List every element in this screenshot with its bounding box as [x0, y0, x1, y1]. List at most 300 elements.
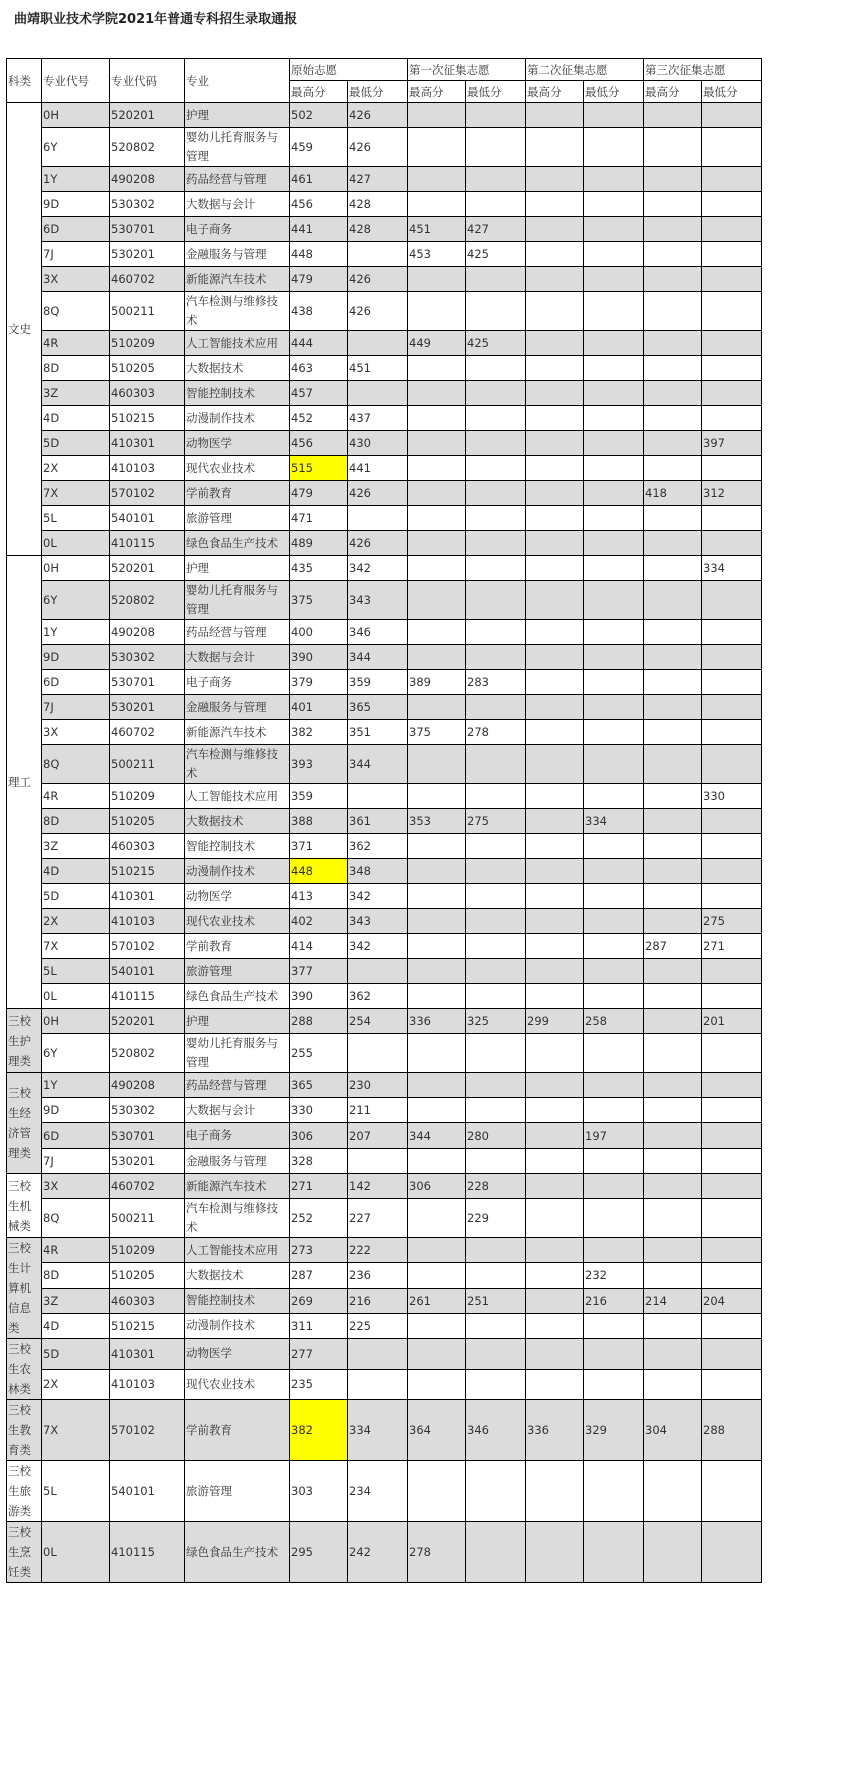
major-code-cell: 530302	[110, 192, 185, 217]
table-row	[7, 331, 762, 356]
major-name-cell: 新能源汽车技术	[185, 267, 290, 292]
header-low: 最低分	[702, 81, 762, 103]
table-row	[7, 242, 762, 267]
major-no-cell: 4D	[42, 859, 110, 884]
round1-high-cell	[408, 1313, 466, 1338]
original-high-cell: 459	[290, 128, 348, 167]
major-code-cell: 520201	[110, 1009, 185, 1034]
round1-low-cell: 280	[466, 1123, 526, 1149]
round2-low-cell	[584, 103, 644, 128]
round1-low-cell: 278	[466, 720, 526, 745]
major-no-cell: 3Z	[42, 834, 110, 859]
header-major: 专业	[185, 59, 290, 103]
major-name-cell: 绿色食品生产技术	[185, 531, 290, 556]
round1-high-cell	[408, 745, 466, 784]
round3-low-cell	[702, 1073, 762, 1098]
major-name-cell: 动物医学	[185, 1339, 290, 1370]
original-low-cell: 428	[348, 192, 408, 217]
round3-high-cell	[644, 292, 702, 331]
round2-high-cell	[526, 217, 584, 242]
round2-high-cell	[526, 695, 584, 720]
major-name-cell: 现代农业技术	[185, 909, 290, 934]
round3-low-cell: 334	[702, 556, 762, 581]
major-no-cell: 8D	[42, 809, 110, 834]
round3-high-cell	[644, 1034, 702, 1073]
table-row	[7, 1461, 762, 1522]
category-cell: 三校生旅游类	[7, 1461, 42, 1522]
round3-low-cell	[702, 1339, 762, 1370]
major-code-cell: 530701	[110, 217, 185, 242]
round3-high-cell	[644, 356, 702, 381]
round1-low-cell	[466, 267, 526, 292]
original-high-cell: 288	[290, 1009, 348, 1034]
round2-low-cell	[584, 745, 644, 784]
round1-high-cell	[408, 292, 466, 331]
major-no-cell: 6Y	[42, 128, 110, 167]
round1-low-cell	[466, 1034, 526, 1073]
round1-high-cell	[408, 506, 466, 531]
round3-high-cell	[644, 1098, 702, 1123]
table-row	[7, 695, 762, 720]
round3-high-cell	[644, 859, 702, 884]
round1-low-cell: 229	[466, 1199, 526, 1238]
major-code-cell: 520802	[110, 581, 185, 620]
original-low-cell	[348, 784, 408, 809]
round2-low-cell: 232	[584, 1263, 644, 1288]
table-row	[7, 556, 762, 581]
round3-low-cell: 397	[702, 431, 762, 456]
round2-low-cell	[584, 1238, 644, 1263]
round3-high-cell	[644, 128, 702, 167]
round1-high-cell	[408, 406, 466, 431]
major-name-cell: 婴幼儿托育服务与管理	[185, 128, 290, 167]
round1-low-cell	[466, 103, 526, 128]
major-name-cell: 动漫制作技术	[185, 859, 290, 884]
round1-low-cell	[466, 1339, 526, 1370]
major-no-cell: 8Q	[42, 292, 110, 331]
round2-low-cell	[584, 1149, 644, 1174]
major-no-cell: 5L	[42, 506, 110, 531]
table-row	[7, 217, 762, 242]
round2-low-cell	[584, 1073, 644, 1098]
round3-high-cell	[644, 331, 702, 356]
round1-low-cell	[466, 884, 526, 909]
round3-high-cell	[644, 217, 702, 242]
round1-high-cell: 278	[408, 1522, 466, 1583]
round2-low-cell	[584, 1098, 644, 1123]
round2-high-cell	[526, 1461, 584, 1522]
major-name-cell: 新能源汽车技术	[185, 720, 290, 745]
original-low-cell: 426	[348, 103, 408, 128]
round1-low-cell: 283	[466, 670, 526, 695]
major-code-cell: 530701	[110, 670, 185, 695]
round1-high-cell	[408, 267, 466, 292]
table-row	[7, 745, 762, 784]
page-title: 曲靖职业技术学院2021年普通专科招生录取通报	[14, 12, 298, 27]
round3-high-cell	[644, 581, 702, 620]
major-code-cell: 460702	[110, 1174, 185, 1199]
round2-high-cell	[526, 292, 584, 331]
header-round-1: 第一次征集志愿	[408, 59, 526, 81]
original-high-cell: 438	[290, 292, 348, 331]
round2-low-cell	[584, 531, 644, 556]
round2-high-cell	[526, 506, 584, 531]
round3-low-cell	[702, 1369, 762, 1400]
round2-high-cell	[526, 959, 584, 984]
round2-high-cell	[526, 192, 584, 217]
original-low-cell: 426	[348, 128, 408, 167]
major-no-cell: 9D	[42, 192, 110, 217]
round2-low-cell	[584, 1522, 644, 1583]
round3-high-cell	[644, 645, 702, 670]
major-code-cell: 460702	[110, 720, 185, 745]
round1-low-cell	[466, 745, 526, 784]
major-name-cell: 大数据技术	[185, 809, 290, 834]
major-code-cell: 460702	[110, 267, 185, 292]
round1-low-cell	[466, 1313, 526, 1338]
major-name-cell: 绿色食品生产技术	[185, 984, 290, 1009]
round3-low-cell	[702, 242, 762, 267]
round1-low-cell	[466, 192, 526, 217]
round2-high-cell	[526, 267, 584, 292]
major-code-cell: 530201	[110, 695, 185, 720]
table-row	[7, 834, 762, 859]
table-row	[7, 859, 762, 884]
major-name-cell: 护理	[185, 556, 290, 581]
round3-high-cell	[644, 909, 702, 934]
original-low-cell: 362	[348, 984, 408, 1009]
major-name-cell: 婴幼儿托育服务与管理	[185, 1034, 290, 1073]
round3-low-cell	[702, 670, 762, 695]
round3-low-cell	[702, 1098, 762, 1123]
major-name-cell: 大数据与会计	[185, 1098, 290, 1123]
round1-low-cell	[466, 406, 526, 431]
round1-high-cell	[408, 884, 466, 909]
round3-high-cell: 418	[644, 481, 702, 506]
original-high-cell: 471	[290, 506, 348, 531]
round3-low-cell	[702, 984, 762, 1009]
major-code-cell: 410115	[110, 1522, 185, 1583]
round1-high-cell	[408, 356, 466, 381]
round3-low-cell	[702, 1461, 762, 1522]
major-name-cell: 学前教育	[185, 1400, 290, 1461]
round3-high-cell	[644, 1009, 702, 1034]
major-code-cell: 520802	[110, 1034, 185, 1073]
round1-low-cell	[466, 128, 526, 167]
original-low-cell: 342	[348, 884, 408, 909]
round3-high-cell	[644, 1238, 702, 1263]
table-row	[7, 1009, 762, 1034]
round3-high-cell	[644, 431, 702, 456]
original-high-cell: 371	[290, 834, 348, 859]
original-low-cell	[348, 331, 408, 356]
round1-high-cell	[408, 431, 466, 456]
round3-low-cell	[702, 1123, 762, 1149]
major-no-cell: 6Y	[42, 1034, 110, 1073]
round1-low-cell	[466, 1238, 526, 1263]
round1-high-cell	[408, 481, 466, 506]
major-name-cell: 智能控制技术	[185, 1288, 290, 1313]
round3-high-cell	[644, 381, 702, 406]
category-cell: 文史	[7, 103, 42, 556]
round2-high-cell	[526, 834, 584, 859]
original-low-cell: 225	[348, 1313, 408, 1338]
original-high-cell: 479	[290, 267, 348, 292]
round1-high-cell: 344	[408, 1123, 466, 1149]
table-row	[7, 103, 762, 128]
round3-high-cell	[644, 1313, 702, 1338]
round3-high-cell	[644, 506, 702, 531]
major-name-cell: 人工智能技术应用	[185, 331, 290, 356]
major-no-cell: 9D	[42, 645, 110, 670]
round1-low-cell	[466, 1149, 526, 1174]
round1-high-cell	[408, 620, 466, 645]
round1-low-cell: 427	[466, 217, 526, 242]
major-no-cell: 0H	[42, 103, 110, 128]
major-no-cell: 7J	[42, 242, 110, 267]
original-low-cell	[348, 242, 408, 267]
major-code-cell: 410103	[110, 909, 185, 934]
round1-low-cell	[466, 859, 526, 884]
round3-high-cell	[644, 1149, 702, 1174]
round3-high-cell	[644, 720, 702, 745]
major-code-cell: 460303	[110, 381, 185, 406]
major-code-cell: 510215	[110, 1313, 185, 1338]
major-no-cell: 7X	[42, 481, 110, 506]
round2-high-cell	[526, 1199, 584, 1238]
major-no-cell: 5L	[42, 1461, 110, 1522]
original-high-cell: 311	[290, 1313, 348, 1338]
round1-low-cell	[466, 1369, 526, 1400]
original-high-cell: 359	[290, 784, 348, 809]
header-major-code: 专业代码	[110, 59, 185, 103]
original-high-cell: 502	[290, 103, 348, 128]
round1-high-cell	[408, 859, 466, 884]
original-high-cell: 255	[290, 1034, 348, 1073]
round3-low-cell	[702, 1174, 762, 1199]
round1-low-cell	[466, 1461, 526, 1522]
round2-high-cell	[526, 1522, 584, 1583]
original-high-cell: 463	[290, 356, 348, 381]
major-no-cell: 6Y	[42, 581, 110, 620]
round1-high-cell	[408, 1339, 466, 1370]
major-name-cell: 大数据技术	[185, 1263, 290, 1288]
original-low-cell: 359	[348, 670, 408, 695]
original-high-cell: 382	[290, 720, 348, 745]
round3-high-cell	[644, 1339, 702, 1370]
major-no-cell: 4D	[42, 1313, 110, 1338]
round2-high-cell	[526, 884, 584, 909]
table-row	[7, 1174, 762, 1199]
original-low-cell: 344	[348, 645, 408, 670]
major-name-cell: 旅游管理	[185, 506, 290, 531]
header-round-original: 原始志愿	[290, 59, 408, 81]
round1-high-cell	[408, 959, 466, 984]
round1-low-cell: 346	[466, 1400, 526, 1461]
major-name-cell: 金融服务与管理	[185, 1149, 290, 1174]
major-no-cell: 1Y	[42, 1073, 110, 1098]
round2-low-cell	[584, 217, 644, 242]
table-row	[7, 481, 762, 506]
major-no-cell: 6D	[42, 217, 110, 242]
round2-high-cell	[526, 356, 584, 381]
major-code-cell: 500211	[110, 745, 185, 784]
round2-high-cell	[526, 909, 584, 934]
major-no-cell: 5D	[42, 884, 110, 909]
round1-low-cell	[466, 909, 526, 934]
round3-high-cell	[644, 1199, 702, 1238]
table-row	[7, 620, 762, 645]
original-high-cell: 448	[290, 242, 348, 267]
header-high: 最高分	[408, 81, 466, 103]
round3-low-cell	[702, 217, 762, 242]
round1-high-cell	[408, 1149, 466, 1174]
round3-low-cell	[702, 859, 762, 884]
round1-high-cell	[408, 984, 466, 1009]
header-low: 最低分	[584, 81, 644, 103]
original-low-cell: 426	[348, 267, 408, 292]
category-cell: 三校生护理类	[7, 1009, 42, 1073]
original-high-cell: 390	[290, 984, 348, 1009]
original-low-cell: 344	[348, 745, 408, 784]
round1-high-cell	[408, 1199, 466, 1238]
round2-low-cell	[584, 1199, 644, 1238]
round2-high-cell	[526, 531, 584, 556]
original-low-cell: 427	[348, 167, 408, 192]
major-name-cell: 旅游管理	[185, 1461, 290, 1522]
round2-high-cell	[526, 167, 584, 192]
table-row	[7, 784, 762, 809]
round1-low-cell	[466, 581, 526, 620]
table-row	[7, 809, 762, 834]
round3-low-cell	[702, 745, 762, 784]
round2-low-cell	[584, 645, 644, 670]
round3-low-cell	[702, 1034, 762, 1073]
round3-low-cell	[702, 620, 762, 645]
round2-high-cell	[526, 481, 584, 506]
original-high-cell: 461	[290, 167, 348, 192]
major-no-cell: 5D	[42, 431, 110, 456]
original-high-cell: 457	[290, 381, 348, 406]
major-no-cell: 4R	[42, 331, 110, 356]
round1-low-cell	[466, 620, 526, 645]
major-name-cell: 人工智能技术应用	[185, 784, 290, 809]
original-low-cell: 334	[348, 1400, 408, 1461]
original-low-cell: 426	[348, 481, 408, 506]
round2-high-cell: 299	[526, 1009, 584, 1034]
major-code-cell: 540101	[110, 1461, 185, 1522]
major-no-cell: 8Q	[42, 1199, 110, 1238]
original-high-cell: 330	[290, 1098, 348, 1123]
round1-high-cell	[408, 456, 466, 481]
major-code-cell: 520201	[110, 556, 185, 581]
original-low-cell: 426	[348, 292, 408, 331]
header-high: 最高分	[290, 81, 348, 103]
round3-high-cell	[644, 959, 702, 984]
round2-high-cell	[526, 331, 584, 356]
major-code-cell: 410301	[110, 1339, 185, 1370]
round1-low-cell	[466, 984, 526, 1009]
round2-low-cell	[584, 192, 644, 217]
major-name-cell: 绿色食品生产技术	[185, 1522, 290, 1583]
major-no-cell: 3X	[42, 1174, 110, 1199]
round2-low-cell	[584, 934, 644, 959]
round2-low-cell	[584, 481, 644, 506]
table-row	[7, 1073, 762, 1098]
original-high-cell: 271	[290, 1174, 348, 1199]
original-high-cell: 456	[290, 431, 348, 456]
round3-low-cell	[702, 645, 762, 670]
round2-low-cell	[584, 620, 644, 645]
header-major-no: 专业代号	[42, 59, 110, 103]
major-name-cell: 电子商务	[185, 1123, 290, 1149]
major-code-cell: 410301	[110, 884, 185, 909]
round1-high-cell: 364	[408, 1400, 466, 1461]
original-low-cell: 437	[348, 406, 408, 431]
round1-high-cell: 306	[408, 1174, 466, 1199]
major-code-cell: 500211	[110, 292, 185, 331]
round2-high-cell	[526, 456, 584, 481]
original-low-cell	[348, 1339, 408, 1370]
original-high-cell: 515	[290, 456, 348, 481]
major-no-cell: 2X	[42, 1369, 110, 1400]
round2-high-cell	[526, 809, 584, 834]
major-name-cell: 动漫制作技术	[185, 406, 290, 431]
original-high-cell: 269	[290, 1288, 348, 1313]
round2-low-cell	[584, 884, 644, 909]
round1-high-cell	[408, 128, 466, 167]
original-high-cell: 235	[290, 1369, 348, 1400]
major-code-cell: 530302	[110, 1098, 185, 1123]
major-code-cell: 460303	[110, 1288, 185, 1313]
original-high-cell: 382	[290, 1400, 348, 1461]
original-low-cell: 348	[348, 859, 408, 884]
original-low-cell: 365	[348, 695, 408, 720]
table-row	[7, 1400, 762, 1461]
round1-high-cell	[408, 909, 466, 934]
round1-high-cell	[408, 192, 466, 217]
major-name-cell: 动漫制作技术	[185, 1313, 290, 1338]
round1-low-cell: 251	[466, 1288, 526, 1313]
round1-low-cell	[466, 1098, 526, 1123]
round3-low-cell	[702, 267, 762, 292]
round2-high-cell	[526, 242, 584, 267]
table-row	[7, 356, 762, 381]
round2-low-cell	[584, 128, 644, 167]
table-row	[7, 934, 762, 959]
major-name-cell: 金融服务与管理	[185, 695, 290, 720]
round3-low-cell	[702, 959, 762, 984]
table-row	[7, 1123, 762, 1149]
round1-low-cell	[466, 531, 526, 556]
round1-low-cell: 325	[466, 1009, 526, 1034]
round1-high-cell	[408, 1073, 466, 1098]
major-no-cell: 3X	[42, 267, 110, 292]
round2-high-cell	[526, 381, 584, 406]
table-row	[7, 1263, 762, 1288]
round3-low-cell	[702, 531, 762, 556]
table-row	[7, 431, 762, 456]
round1-high-cell	[408, 1034, 466, 1073]
round2-high-cell	[526, 406, 584, 431]
round2-high-cell	[526, 128, 584, 167]
table-row	[7, 456, 762, 481]
round1-high-cell	[408, 1263, 466, 1288]
round3-high-cell	[644, 834, 702, 859]
round3-high-cell: 287	[644, 934, 702, 959]
major-name-cell: 大数据与会计	[185, 192, 290, 217]
round2-high-cell	[526, 431, 584, 456]
